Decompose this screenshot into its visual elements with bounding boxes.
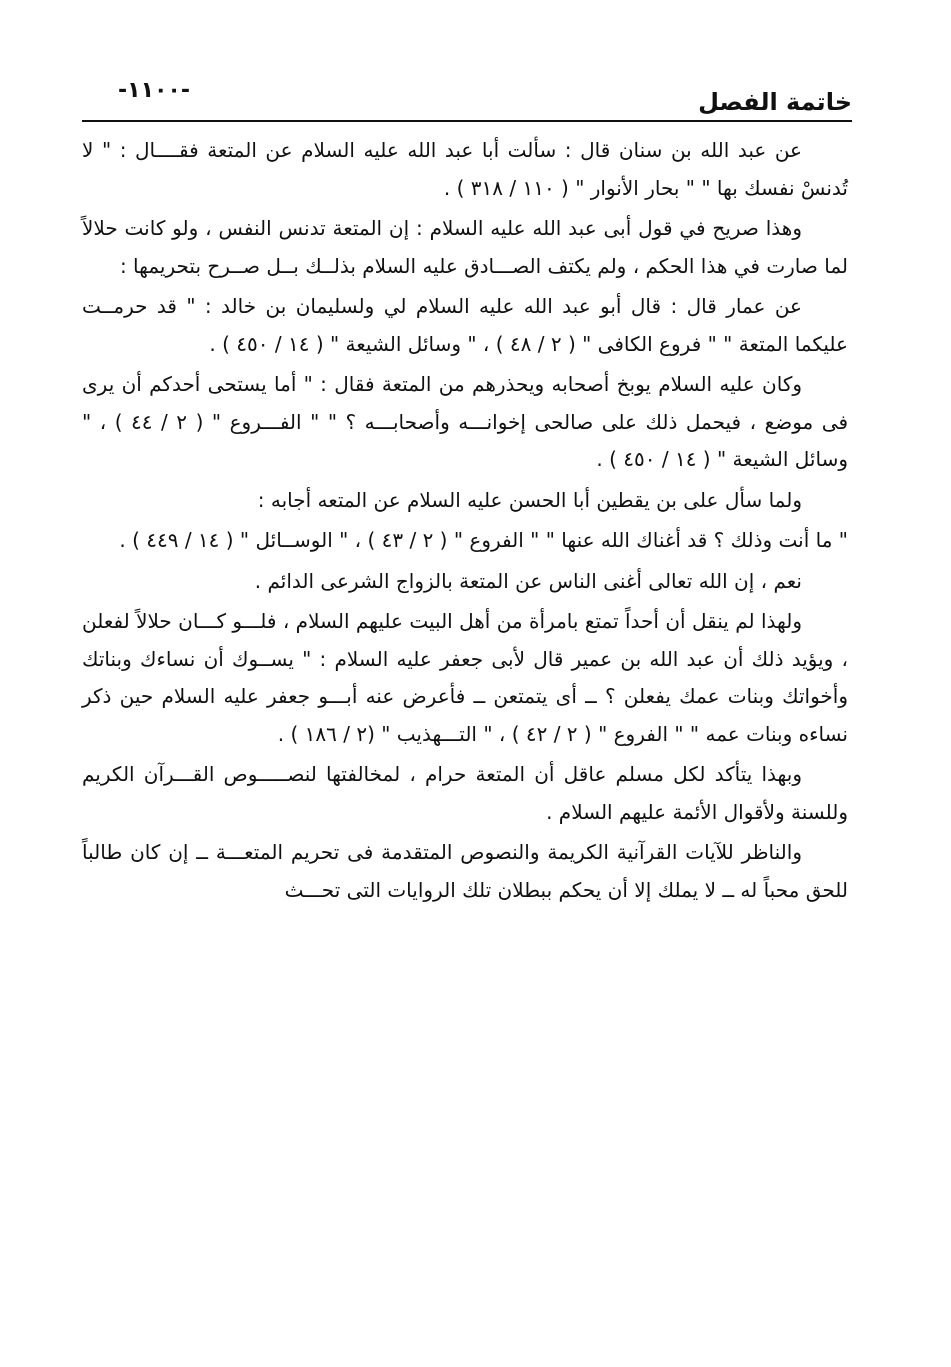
paragraph: ولما سأل على بن يقطين أبا الحسن عليه السلام عن المتعه أجابه : (257, 487, 802, 512)
body-text (82, 132, 848, 912)
paragraph: عن عبد الله بن سنان قال : سألت أبا عبد الله عليه السلام عن المتعة فقــــال : " لا تُدنسْ نفسك بها " " بحار الأنوار " ( ١١٠ / ٣١٨ ) . (82, 138, 848, 200)
paragraph: عن عمار قال : قال أبو عبد الله عليه السلام لي ولسليمان بن خالد : " قد حرمــت عليكما المتعة " " فروع الكافى " ( ٢ / ٤٨ ) ، " وسائل الشيعة " ( ١٤ / ٤٥٠ ) . (82, 294, 848, 356)
paragraph: والناظر للآيات القرآنية الكريمة والنصوص المتقدمة فى تحريم المتعـــة ــ إن كان طالباً للحق محباً له ــ لا يملك إلا أن يحكم ببطلان تلك الروايات التى تحـــث (82, 840, 848, 902)
paragraph: نعم ، إن الله تعالى أغنى الناس عن المتعة بالزواج الشرعى الدائم . (254, 568, 802, 593)
chapter-title: خاتمة الفصل (698, 88, 852, 116)
page-header (82, 70, 852, 122)
paragraph: وبهذا يتأكد لكل مسلم عاقل أن المتعة حرام ، لمخالفتها لنصـــــوص القـــرآن الكريم وللسنة ولأقوال الأئمة عليهم السلام . (82, 762, 848, 824)
paragraph: ولهذا لم ينقل أن أحداً تمتع بامرأة من أهل البيت عليهم السلام ، فلـــو كـــان حلالاً لفعلن ، ويؤيد ذلك أن عبد الله بن عمير قال لأبى جعفر عليه السلام : " يســوك أن نساءك وبناتك وأخواتك وبنات عمك يفعلن ؟ ــ أى يتمتعن ــ فأعرض عنه أبـــو جعفر عليه السلام حين ذكر نساءه وبنات عمه " " الفروع " ( ٢ / ٤٢ ) ، " التـــهذيب " (٢ / ١٨٦ ) . (82, 609, 848, 746)
paragraph: وكان عليه السلام يوبخ أصحابه ويحذرهم من المتعة فقال : " أما يستحى أحدكم أن يرى فى موضع ، فيحمل ذلك على صالحى إخوانـــه وأصحابـــه ؟ " " الفـــروع " ( ٢ / ٤٤ ) ، " وسائل الشيعة " ( ١٤ / ٤٥٠ ) . (82, 372, 849, 471)
paragraph: وهذا صريح في قول أبى عبد الله عليه السلام : إن المتعة تدنس النفس ، ولو كانت حلالاً لما صارت في هذا الحكم ، ولم يكتف الصـــادق عليه السلام بذلــك بــل صــرح بتحريمها : (82, 216, 848, 278)
paragraph: " ما أنت وذلك ؟ قد أغناك الله عنها " " الفروع " ( ٢ / ٤٣ ) ، " الوســائل " ( ١٤ / ٤٤٩ ) . (119, 528, 848, 552)
page-number: -١١٠٠- (118, 78, 190, 103)
